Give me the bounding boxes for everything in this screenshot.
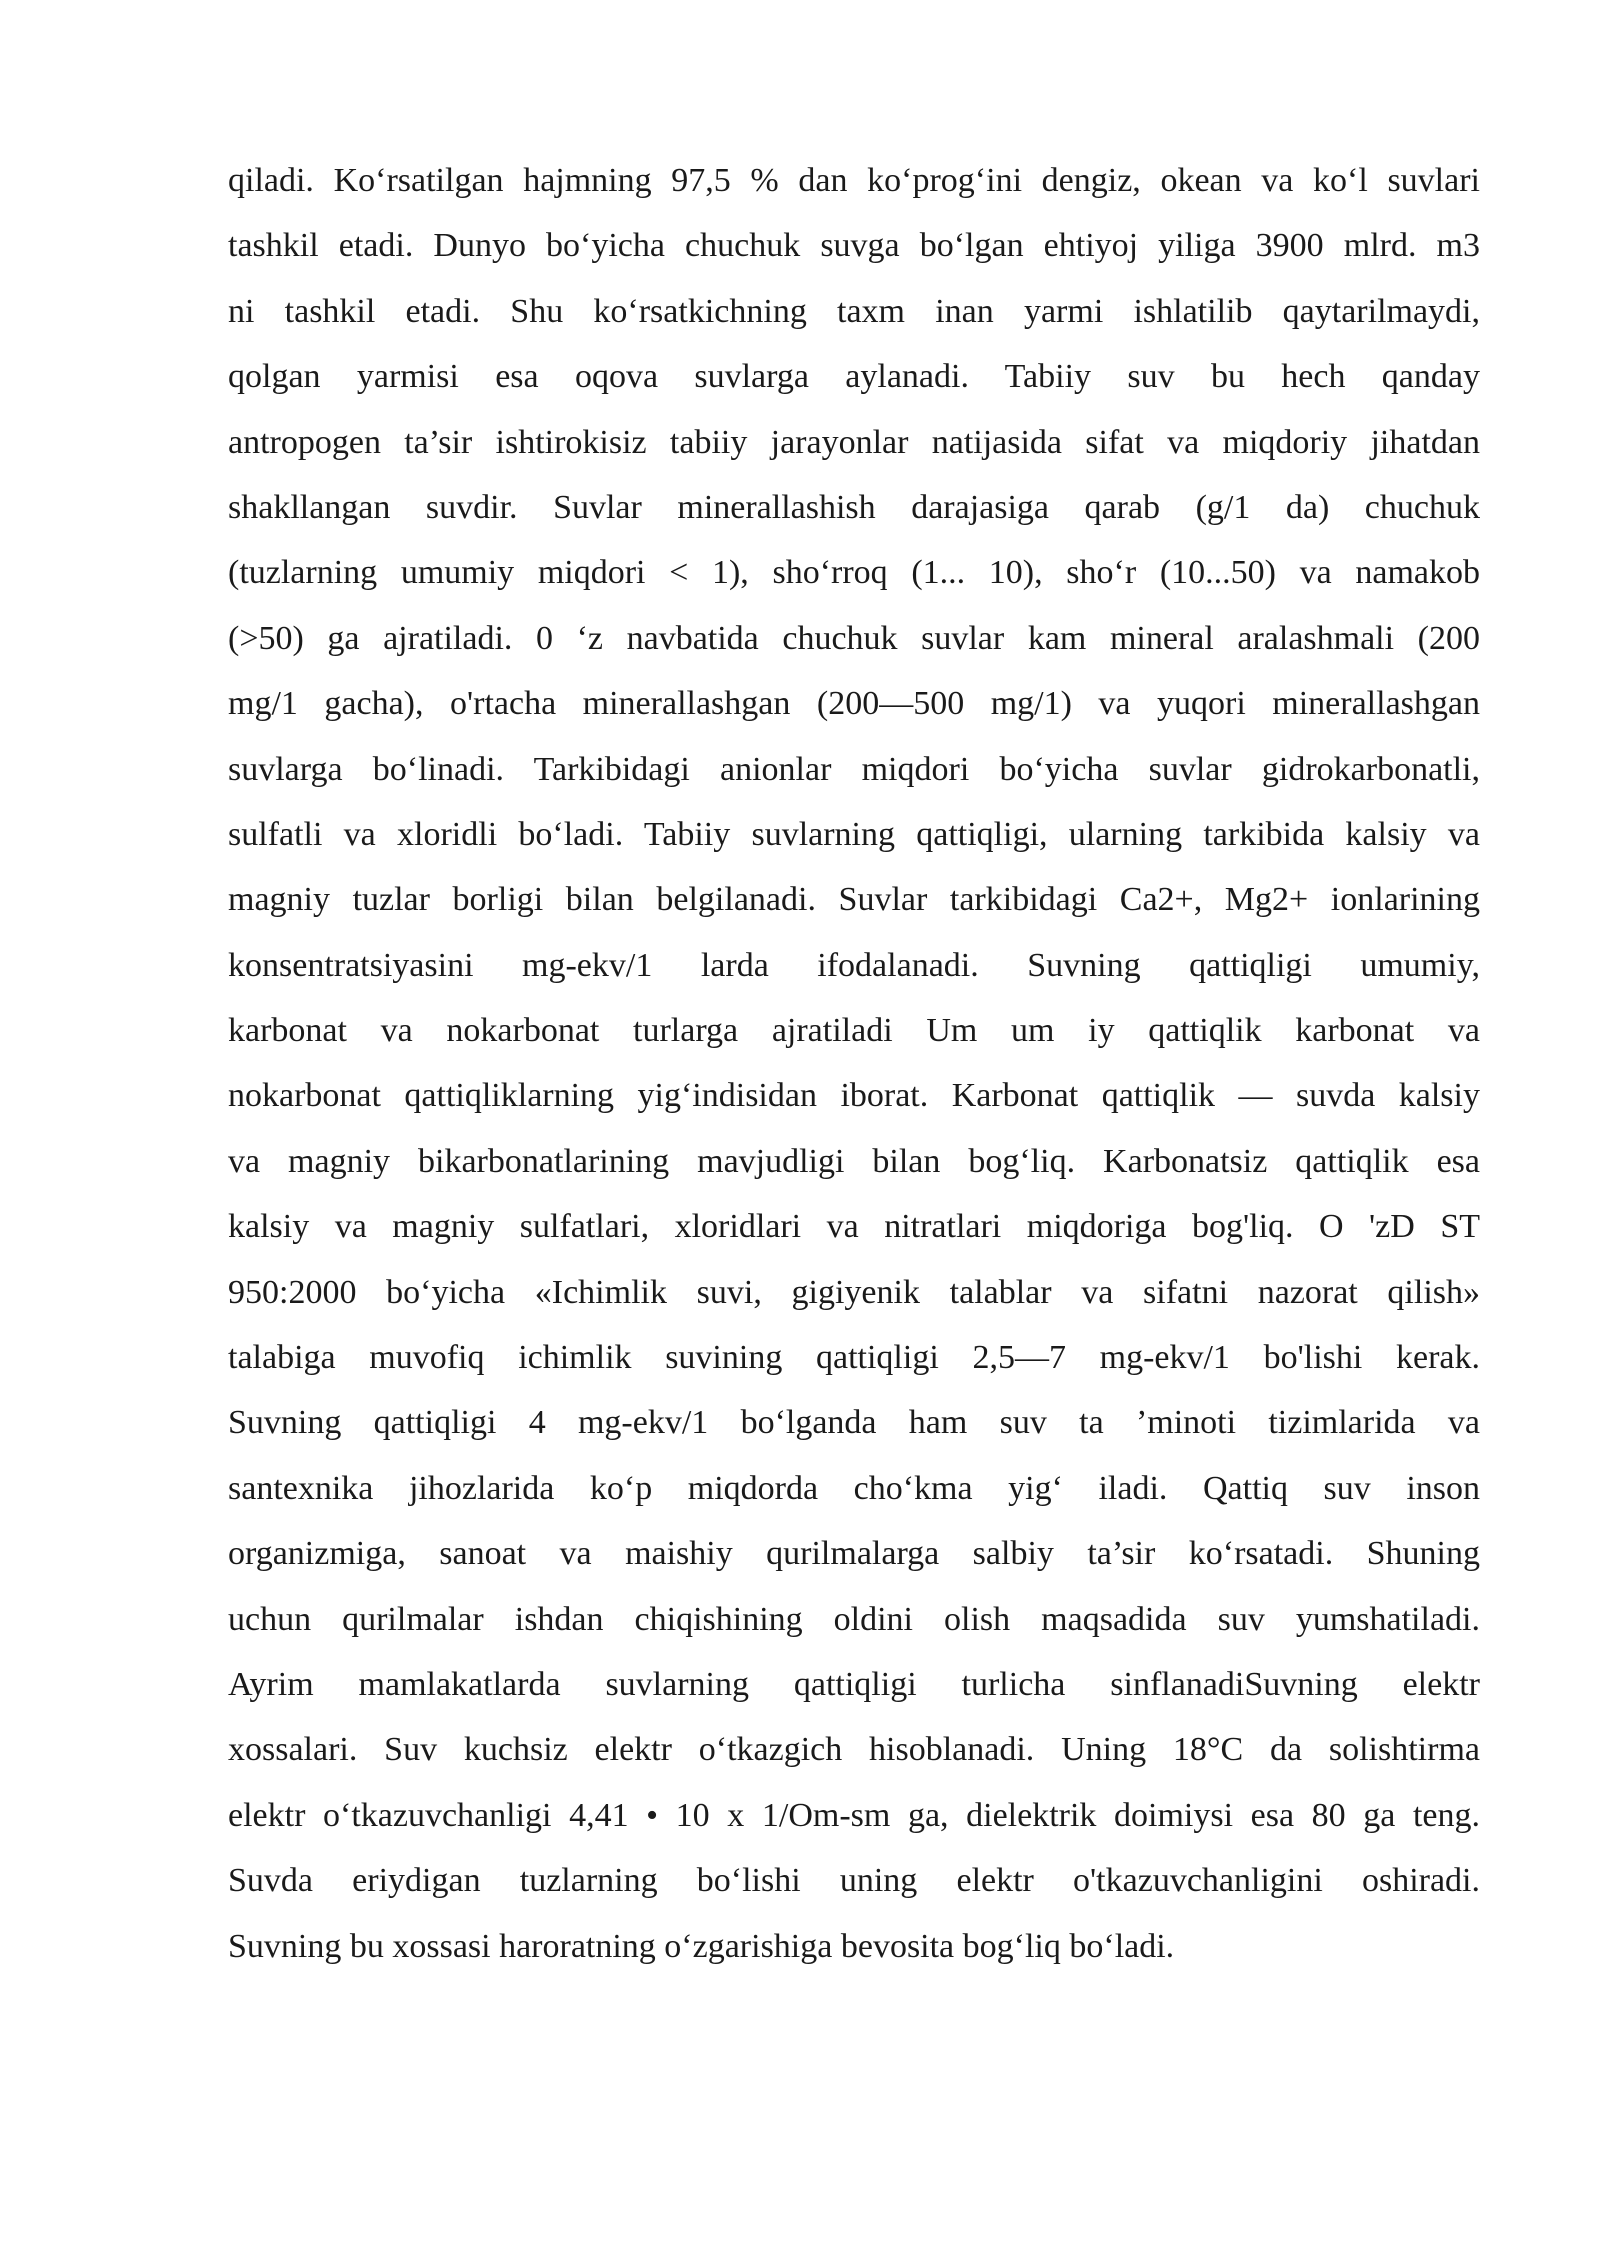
text-line: xossalari. Suv kuchsiz elektr oʻtkazgich hisoblanadi. Uning 18°C da solishtirma bbox=[228, 1731, 1480, 1769]
text-line: sulfatli va xloridli boʻladi. Tabiiy suvlarning qattiqligi, ularning tarkibida kalsiy va bbox=[228, 815, 1480, 853]
text-line: santexnika jihozlarida koʻp miqdorda choʻkma yigʻ iladi. Qattiq suv inson bbox=[228, 1469, 1480, 1507]
text-line: (>50) ga ajratiladi. 0 ‘z navbatida chuchuk suvlar kam mineral aralashmali (200 bbox=[228, 619, 1480, 657]
text-line: (tuzlarning umumiy miqdori < 1), shoʻrroq (1... 10), shoʻr (10...50) va namakob bbox=[228, 554, 1480, 592]
text-line: mg/1 gacha), o'rtacha minerallashgan (200—500 mg/1) va yuqori minerallashgan bbox=[228, 685, 1480, 723]
text-line: Suvning bu xossasi haroratning oʻzgarishiga bevosita bogʻliq boʻladi. bbox=[228, 1927, 1175, 1965]
text-line: va magniy bikarbonatlarining mavjudligi bilan bogʻliq. Karbonatsiz qattiqlik esa bbox=[228, 1142, 1480, 1180]
text-line: uchun qurilmalar ishdan chiqishining oldini olish maqsadida suv yumshatiladi. bbox=[228, 1600, 1480, 1638]
text-line: talabiga muvofiq ichimlik suvining qattiqligi 2,5—7 mg-ekv/1 bo'lishi kerak. bbox=[228, 1339, 1480, 1377]
text-line: ni tashkil etadi. Shu koʻrsatkichning taxm inan yarmi ishlatilib qaytarilmaydi, bbox=[228, 292, 1480, 330]
text-line: Suvda eriydigan tuzlarning boʻlishi uning elektr o'tkazuvchanligini oshiradi. bbox=[228, 1862, 1480, 1900]
text-line: qiladi. Koʻrsatilgan hajmning 97,5 % dan koʻprogʻini dengiz, okean va koʻl suvlari bbox=[228, 162, 1480, 199]
text-line: Ayrim mamlakatlarda suvlarning qattiqligi turlicha sinflanadiSuvning elektr bbox=[228, 1665, 1480, 1703]
text-line: tashkil etadi. Dunyo boʻyicha chuchuk suvga boʻlgan ehtiyoj yiliga 3900 mlrd. m3 bbox=[228, 227, 1480, 265]
text-line: konsentratsiyasini mg-ekv/1 larda ifodalanadi. Suvning qattiqligi umumiy, bbox=[228, 946, 1480, 984]
text-line: nokarbonat qattiqliklarning yigʻindisidan iborat. Karbonat qattiqlik — suvda kalsiy bbox=[228, 1077, 1480, 1115]
text-line: Suvning qattiqligi 4 mg-ekv/1 boʻlganda ham suv ta ’minoti tizimlarida va bbox=[228, 1404, 1480, 1442]
text-line: suvlarga boʻlinadi. Tarkibidagi anionlar miqdori boʻyicha suvlar gidrokarbonatli, bbox=[228, 750, 1480, 788]
text-line: organizmiga, sanoat va maishiy qurilmalarga salbiy ta’sir koʻrsatadi. Shuning bbox=[228, 1535, 1480, 1573]
text-line: shakllangan suvdir. Suvlar minerallashish darajasiga qarab (g/1 da) chuchuk bbox=[228, 488, 1480, 526]
text-line: elektr oʻtkazuvchanligi 4,41 • 10 x 1/Om-sm ga, dielektrik doimiysi esa 80 ga teng. bbox=[228, 1796, 1480, 1834]
text-line: 950:2000 boʻyicha «Ichimlik suvi, gigiyenik talablar va sifatni nazorat qilish» bbox=[228, 1273, 1480, 1311]
body-paragraph bbox=[228, 148, 1480, 1979]
text-line: kalsiy va magniy sulfatlari, xloridlari va nitratlari miqdoriga bog'liq. O 'zD ST bbox=[228, 1208, 1480, 1246]
text-line: magniy tuzlar borligi bilan belgilanadi. Suvlar tarkibidagi Ca2+, Mg2+ ionlarining bbox=[228, 881, 1480, 919]
text-line: antropogen ta’sir ishtirokisiz tabiiy jarayonlar natijasida sifat va miqdoriy jihatdan bbox=[228, 423, 1480, 461]
text-line: karbonat va nokarbonat turlarga ajratiladi Um um iy qattiqlik karbonat va bbox=[228, 1012, 1480, 1050]
text-line: qolgan yarmisi esa oqova suvlarga aylanadi. Tabiiy suv bu hech qanday bbox=[228, 358, 1480, 396]
